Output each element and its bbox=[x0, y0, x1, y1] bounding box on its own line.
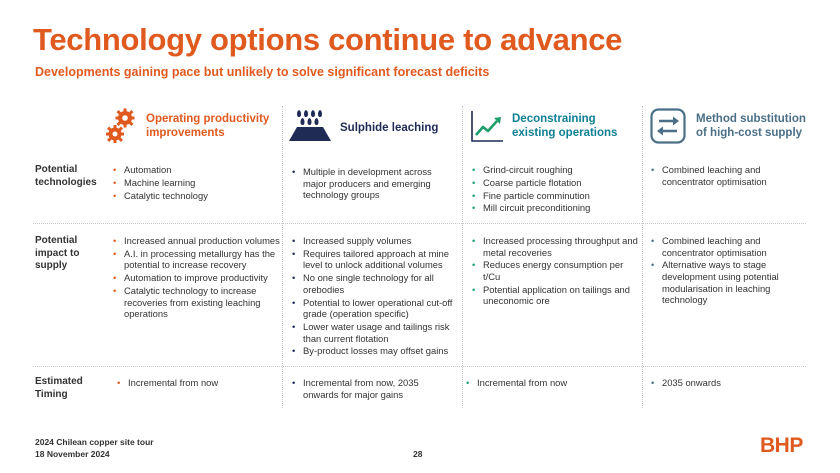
list-item: • Alternative ways to stage development using potential modularisation in leaching technology bbox=[651, 259, 806, 305]
row-label-potential-impact: Potential impact to supply bbox=[35, 235, 80, 271]
column-header-label: Method substitution of high-cost supply bbox=[696, 113, 806, 139]
column-divider bbox=[282, 106, 283, 408]
list-item: • Catalytic technology to increase recoveries from existing leaching operations bbox=[113, 285, 281, 320]
page-subtitle: Developments gaining pace but unlikely to solve significant forecast deficits bbox=[35, 65, 490, 79]
list-item: • Machine learning bbox=[113, 177, 273, 189]
column-divider bbox=[462, 106, 463, 408]
list-item: • Potential application on tailings and uneconomic ore bbox=[472, 284, 638, 307]
list-item: • Potential to lower operational cut-off grade (operation specific) bbox=[292, 297, 460, 320]
list-item: • 2035 onwards bbox=[651, 377, 806, 389]
list-item: • Mill circuit preconditioning bbox=[472, 202, 636, 214]
column-header-operating-productivity bbox=[106, 106, 269, 146]
page-title: Technology options continue to advance bbox=[33, 22, 623, 57]
list-item: • Coarse particle flotation bbox=[472, 177, 636, 189]
list-item: • By-product losses may offset gains bbox=[292, 345, 460, 357]
list-item: • A.I. in processing metallurgy has the potential to increase recovery bbox=[113, 248, 281, 271]
list-item: • Fine particle comminution bbox=[472, 190, 636, 202]
cell-technologies-sulphide-leaching bbox=[292, 166, 456, 202]
column-header-deconstraining bbox=[470, 106, 617, 146]
list-item: • Automation to improve productivity bbox=[113, 272, 281, 284]
list-item: • Increased annual production volumes bbox=[113, 235, 281, 247]
leach-heap-icon bbox=[288, 110, 332, 142]
column-header-label: Sulphide leaching bbox=[340, 122, 439, 134]
cell-impact-method-substitution bbox=[651, 235, 806, 307]
list-item: • Lower water usage and tailings risk than current flotation bbox=[292, 321, 460, 344]
column-header-label: Deconstraining existing operations bbox=[512, 113, 618, 139]
column-header-sulphide-leaching bbox=[288, 106, 438, 146]
cell-timing-operating-productivity bbox=[117, 377, 277, 390]
cell-timing-sulphide-leaching bbox=[292, 377, 456, 401]
list-item: • Increased supply volumes bbox=[292, 235, 460, 247]
list-item: • Incremental from now bbox=[466, 377, 636, 389]
column-header-label: Operating productivity improvements bbox=[146, 113, 270, 139]
list-item: • Combined leaching and concentrator optimisation bbox=[651, 235, 806, 258]
trend-up-icon bbox=[470, 109, 504, 143]
cell-impact-operating-productivity bbox=[113, 235, 281, 321]
bhp-logo: BHP bbox=[760, 434, 803, 457]
cell-timing-deconstraining bbox=[466, 377, 636, 390]
list-item: • Automation bbox=[113, 164, 273, 176]
row-divider bbox=[33, 223, 806, 224]
row-divider bbox=[33, 366, 806, 367]
row-label-estimated-timing: Estimated Timing bbox=[35, 376, 83, 400]
page-number: 28 bbox=[413, 449, 423, 459]
row-label-potential-technologies: Potential technologies bbox=[35, 164, 97, 188]
list-item: • Catalytic technology bbox=[113, 190, 273, 202]
list-item: • Reduces energy consumption per t/Cu bbox=[472, 259, 638, 282]
list-item: • No one single technology for all orebodies bbox=[292, 272, 460, 295]
column-header-method-substitution bbox=[650, 106, 806, 146]
list-item: • Multiple in development across major producers and emerging technology groups bbox=[292, 166, 456, 201]
list-item: • Requires tailored approach at mine level to unlock additional volumes bbox=[292, 248, 460, 271]
cell-technologies-operating-productivity bbox=[113, 164, 273, 202]
footer-event-info: 2024 Chilean copper site tour 18 November 2024 bbox=[35, 437, 154, 459]
list-item: • Grind-circuit roughing bbox=[472, 164, 636, 176]
cell-impact-deconstraining bbox=[472, 235, 638, 308]
column-divider bbox=[642, 106, 643, 408]
cell-timing-method-substitution bbox=[651, 377, 806, 390]
cell-technologies-method-substitution bbox=[651, 164, 806, 188]
list-item: • Increased processing throughput and metal recoveries bbox=[472, 235, 638, 258]
list-item: • Combined leaching and concentrator optimisation bbox=[651, 164, 806, 187]
list-item: • Incremental from now bbox=[117, 377, 277, 389]
gears-icon bbox=[106, 107, 138, 145]
cell-impact-sulphide-leaching bbox=[292, 235, 460, 358]
list-item: • Incremental from now, 2035 onwards for major gains bbox=[292, 377, 456, 400]
cell-technologies-deconstraining bbox=[472, 164, 636, 215]
swap-arrows-icon bbox=[650, 108, 686, 144]
